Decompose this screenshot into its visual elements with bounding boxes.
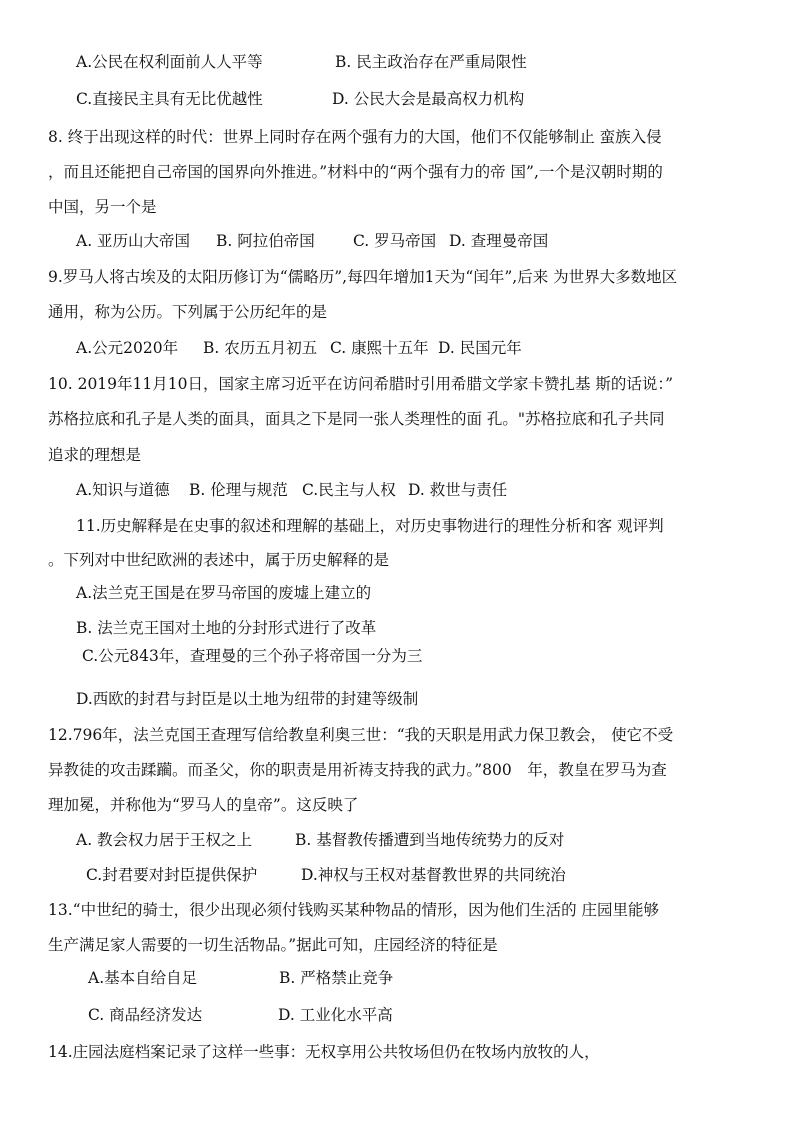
q8-stem-line-3: 中国，另一个是 bbox=[48, 198, 157, 216]
q11-option-d: D.西欧的封君与封臣是以土地为纽带的封建等级制 bbox=[76, 690, 419, 708]
q13-option-d: D. 工业化水平高 bbox=[278, 1006, 393, 1024]
q8-option-a: A. 亚历山大帝国 bbox=[76, 232, 191, 250]
q12-option-d: D.神权与王权对基督教世界的共同统治 bbox=[301, 866, 566, 884]
q14-stem-line-1: 14.庄园法庭档案记录了这样一些事：无权享用公共牧场但仍在牧场内放牧的人， bbox=[48, 1043, 600, 1061]
q12-option-a: A. 教会权力居于王权之上 bbox=[76, 831, 253, 849]
q12-option-c: C.封君要对封臣提供保护 bbox=[86, 866, 258, 884]
q7-options-row-2 bbox=[76, 88, 524, 110]
q12-stem-line-2: 异教徒的攻击蹂躏。而圣父，你的职责是用祈祷支持我的武力。”800 年，教皇在罗马为查 bbox=[48, 761, 667, 779]
q13-option-c: C. 商品经济发达 bbox=[88, 1006, 203, 1024]
q10-options-row bbox=[76, 479, 507, 501]
q10-stem-line-2: 苏格拉底和孔子是人类的面具，面具之下是同一张人类理性的面 孔。"苏格拉底和孔子共同 bbox=[48, 410, 665, 428]
q13-option-a: A.基本自给自足 bbox=[88, 969, 198, 987]
q8-options-row bbox=[76, 230, 548, 252]
q13-stem-line-1: 13.“中世纪的骑士，很少出现必须付钱购买某种物品的情形，因为他们生活的 庄园里能够 bbox=[48, 901, 660, 919]
q8-option-c: C. 罗马帝国 bbox=[353, 232, 437, 250]
q13-option-b: B. 严格禁止竞争 bbox=[279, 969, 394, 987]
q10-option-c: C.民主与人权 bbox=[302, 481, 396, 499]
q7-option-c: C.直接民主具有无比优越性 bbox=[76, 90, 263, 108]
q10-option-a: A.知识与道德 bbox=[76, 481, 170, 499]
q8-stem-line-1: 8. 终于出现这样的时代：世界上同时存在两个强有力的大国，他们不仅能够制止 蛮族入侵 bbox=[48, 128, 662, 146]
q7-option-a: A.公民在权利面前人人平等 bbox=[76, 53, 263, 71]
q7-option-b: B. 民主政治存在严重局限性 bbox=[335, 53, 527, 71]
q12-stem-line-1: 12.796年，法兰克国王查理写信给教皇利奥三世：“我的天职是用武力保卫教会， 使它不受 bbox=[48, 726, 674, 744]
q13-stem-line-2: 生产满足家人需要的一切生活物品。”据此可知，庄园经济的特征是 bbox=[48, 936, 498, 954]
q9-option-c: C. 康熙十五年 bbox=[330, 339, 429, 357]
q12-option-b: B. 基督教传播遭到当地传统势力的反对 bbox=[295, 831, 565, 849]
q13-options-row-1 bbox=[88, 967, 393, 989]
q8-option-d: D. 查理曼帝国 bbox=[449, 232, 549, 250]
q9-option-b: B. 农历五月初五 bbox=[203, 339, 318, 357]
q8-option-b: B. 阿拉伯帝国 bbox=[216, 232, 315, 250]
q12-stem-line-3: 理加冕，并称他为“罗马人的皇帝”。这反映了 bbox=[48, 796, 359, 814]
q11-option-c: C.公元843年，查理曼的三个孙子将帝国一分为三 bbox=[82, 647, 423, 665]
q9-option-a: A.公元2020年 bbox=[76, 339, 179, 357]
q12-options-row-2 bbox=[86, 864, 566, 886]
q10-option-b: B. 伦理与规范 bbox=[189, 481, 288, 499]
q11-option-b: B. 法兰克王国对土地的分封形式进行了改革 bbox=[76, 619, 377, 637]
q9-stem-line-1: 9.罗马人将古埃及的太阳历修订为“儒略历”,每四年增加1天为“闰年”,后来 为世界大多数地区 bbox=[48, 268, 678, 286]
q10-stem-line-1: 10. 2019年11月10日，国家主席习近平在访问希腊时引用希腊文学家卡赞扎基 斯的话说：” bbox=[48, 375, 674, 393]
q9-option-d: D. 民国元年 bbox=[438, 339, 522, 357]
q10-stem-line-3: 追求的理想是 bbox=[48, 446, 142, 464]
q13-options-row-2 bbox=[88, 1004, 393, 1026]
q11-option-a: A.法兰克王国是在罗马帝国的废墟上建立的 bbox=[76, 584, 372, 602]
q10-option-d: D. 救世与责任 bbox=[408, 481, 508, 499]
q8-stem-line-2: ，而且还能把自己帝国的国界向外推进。”材料中的“两个强有力的帝 国”,一个是汉朝时期的 bbox=[48, 163, 663, 181]
q7-option-d: D. 公民大会是最高权力机构 bbox=[332, 90, 525, 108]
q7-options-row-1 bbox=[76, 51, 527, 73]
q11-stem-line-1: 11.历史解释是在史事的叙述和理解的基础上，对历史事物进行的理性分析和客 观评判 bbox=[76, 517, 664, 535]
q11-stem-line-2: 。下列对中世纪欧洲的表述中，属于历史解释的是 bbox=[48, 551, 390, 569]
q9-options-row bbox=[76, 337, 522, 359]
q9-stem-line-2: 通用，称为公历。下列属于公历纪年的是 bbox=[48, 303, 328, 321]
q12-options-row-1 bbox=[76, 829, 564, 851]
